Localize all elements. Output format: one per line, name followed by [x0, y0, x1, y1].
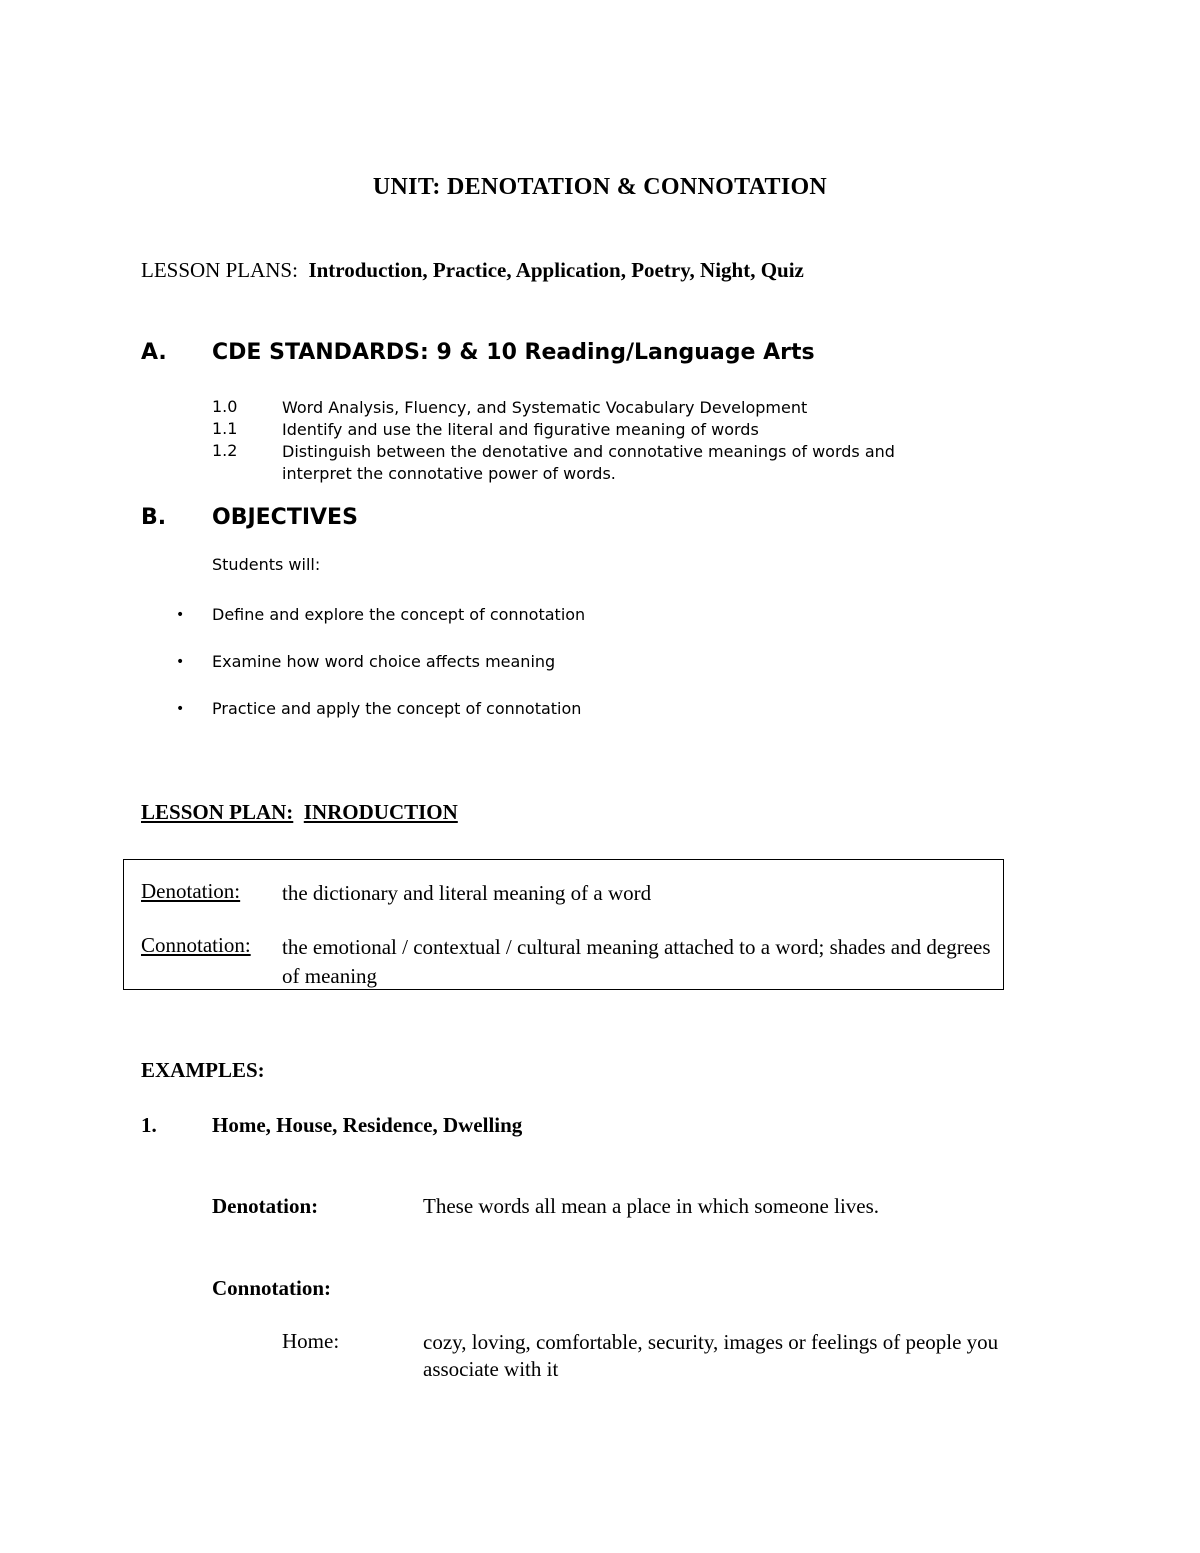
lesson-plans-value: Introduction, Practice, Application, Poetry, Night, Quiz: [308, 258, 804, 282]
lesson-plan-value: INRODUCTION: [303, 800, 458, 824]
section-b-title: OBJECTIVES: [212, 505, 358, 530]
standard-text: Word Analysis, Fluency, and Systematic Vocabulary Development: [282, 398, 808, 417]
section-a-title: CDE STANDARDS: 9 & 10 Reading/Language Arts: [212, 340, 815, 365]
example-connotation-label: Connotation:: [212, 1276, 332, 1300]
section-b-letter: B.: [141, 505, 167, 530]
objective-item: Examine how word choice affects meaning: [212, 652, 556, 671]
example-number: 1.: [141, 1113, 157, 1137]
lesson-plans-label: LESSON PLANS:: [141, 258, 298, 282]
examples-heading: EXAMPLES:: [141, 1058, 265, 1082]
objectives-intro: Students will:: [212, 555, 321, 574]
lesson-plan-label: LESSON PLAN:: [141, 800, 294, 824]
definition-text-connotation: the emotional / contextual / cultural meaning attached to a word; shades and degrees of meaning: [282, 935, 991, 988]
standard-number: 1.0: [212, 397, 238, 416]
standard-number: 1.2: [212, 441, 238, 460]
connotation-word: Home:: [282, 1329, 340, 1353]
bullet-icon: •: [176, 654, 185, 670]
standard-text: Identify and use the literal and figurative meaning of words: [282, 420, 759, 439]
example-denotation-label: Denotation:: [212, 1194, 319, 1218]
lesson-plan-heading: [141, 800, 458, 825]
bullet-icon: •: [176, 607, 185, 623]
section-a-letter: A.: [141, 340, 167, 365]
bullet-icon: •: [176, 701, 185, 717]
objective-item: Define and explore the concept of connotation: [212, 605, 586, 624]
standard-number: 1.1: [212, 419, 238, 438]
lesson-plans-line: [141, 258, 804, 283]
definition-text-denotation: the dictionary and literal meaning of a word: [282, 881, 652, 905]
definition-term-connotation: Connotation:: [141, 933, 251, 957]
example-denotation-text: These words all mean a place in which someone lives.: [423, 1194, 880, 1218]
standard-text: Distinguish between the denotative and connotative meanings of words and interpret the connotative power of words.: [282, 442, 895, 483]
example-words: Home, House, Residence, Dwelling: [212, 1113, 523, 1137]
connotation-text: cozy, loving, comfortable, security, images or feelings of people you associate with it: [423, 1330, 999, 1381]
objective-item: Practice and apply the concept of connotation: [212, 699, 582, 718]
unit-title: UNIT: DENOTATION & CONNOTATION: [372, 174, 828, 200]
definition-term-denotation: Denotation:: [141, 879, 241, 903]
